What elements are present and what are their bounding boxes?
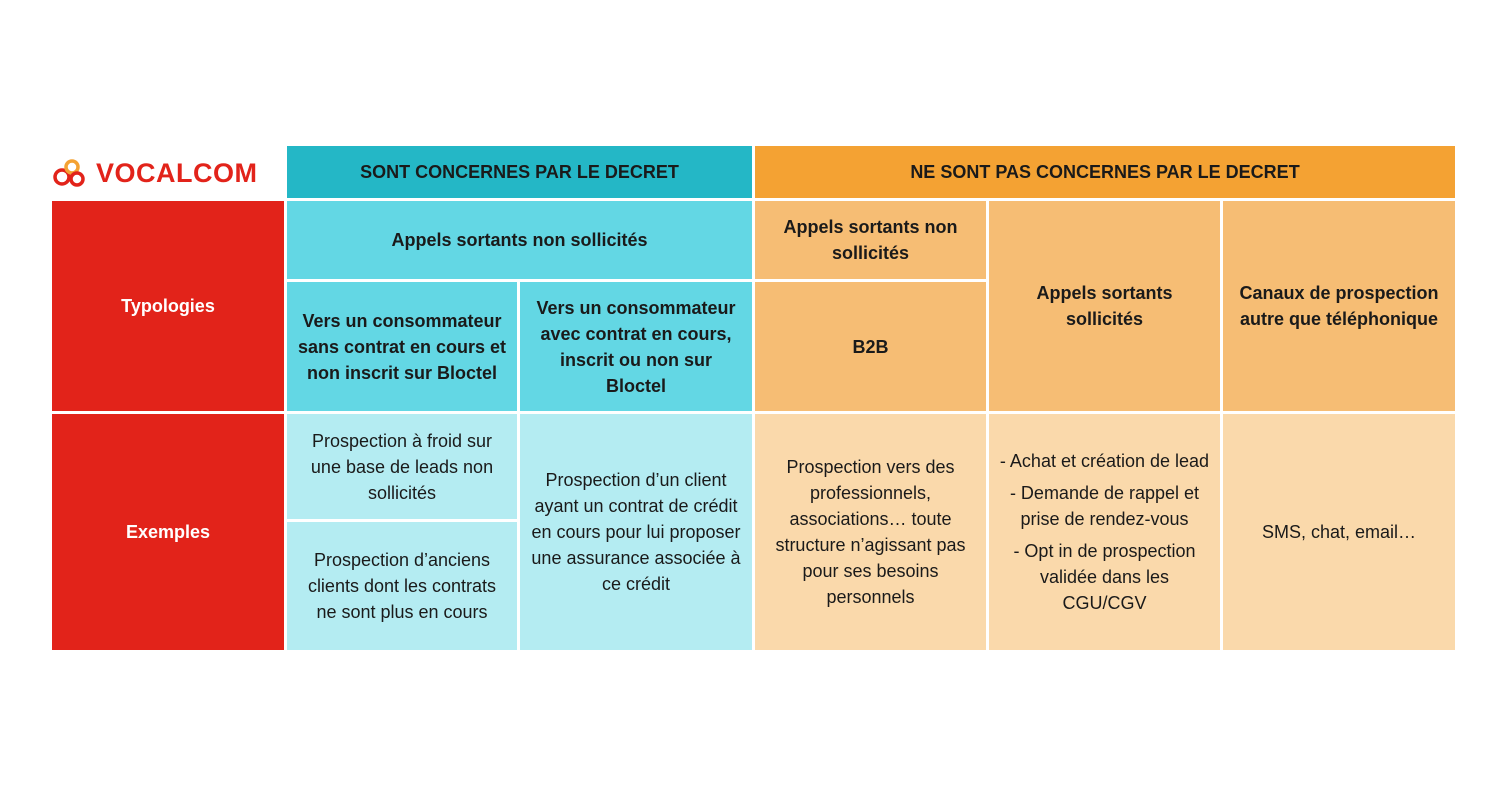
typology-sans-contrat: Vers un consommateur sans contrat en cours et non inscrit sur Bloctel <box>287 282 517 411</box>
logo-text: VOCALCOM <box>96 157 258 188</box>
exemple-sollicites-item: - Demande de rappel et prise de rendez-vous <box>1009 483 1200 529</box>
typology-canaux: Canaux de prospection autre que téléphonique <box>1223 201 1455 411</box>
vocalcom-logo <box>52 148 282 198</box>
exemple-anciens: Prospection d’anciens clients dont les contrats ne sont plus en cours <box>287 522 517 650</box>
exemple-froid: Prospection à froid sur une base de leads non sollicités <box>287 414 517 519</box>
header-concerned: SONT CONCERNES PAR LE DECRET <box>287 146 752 198</box>
typology-appels-non-sollicites-b2b: Appels sortants non sollicités <box>755 201 986 279</box>
header-not-concerned: NE SONT PAS CONCERNES PAR LE DECRET <box>755 146 1455 198</box>
exemple-client-credit: Prospection d’un client ayant un contrat de crédit en cours pour lui proposer une assurance associée à ce crédit <box>520 414 752 650</box>
exemple-canaux: SMS, chat, email… <box>1223 414 1455 650</box>
exemple-sollicites-item: - Achat et création de lead <box>999 451 1210 471</box>
exemple-sollicites-list <box>989 414 1220 650</box>
typology-avec-contrat: Vers un consommateur avec contrat en cours, inscrit ou non sur Bloctel <box>520 282 752 411</box>
typology-appels-sollicites: Appels sortants sollicités <box>989 201 1220 411</box>
typology-appels-non-sollicites: Appels sortants non sollicités <box>287 201 752 279</box>
exemple-sollicites-item: - Opt in de prospection validée dans les CGU/CGV <box>1013 541 1196 613</box>
exemple-professionnels: Prospection vers des professionnels, associations… toute structure n’agissant pas pour ses besoins personnels <box>755 414 986 650</box>
row-label-typologies: Typologies <box>52 201 284 411</box>
typology-b2b: B2B <box>755 282 986 411</box>
vocalcom-logo-icon <box>52 157 90 189</box>
row-label-exemples: Exemples <box>52 414 284 650</box>
